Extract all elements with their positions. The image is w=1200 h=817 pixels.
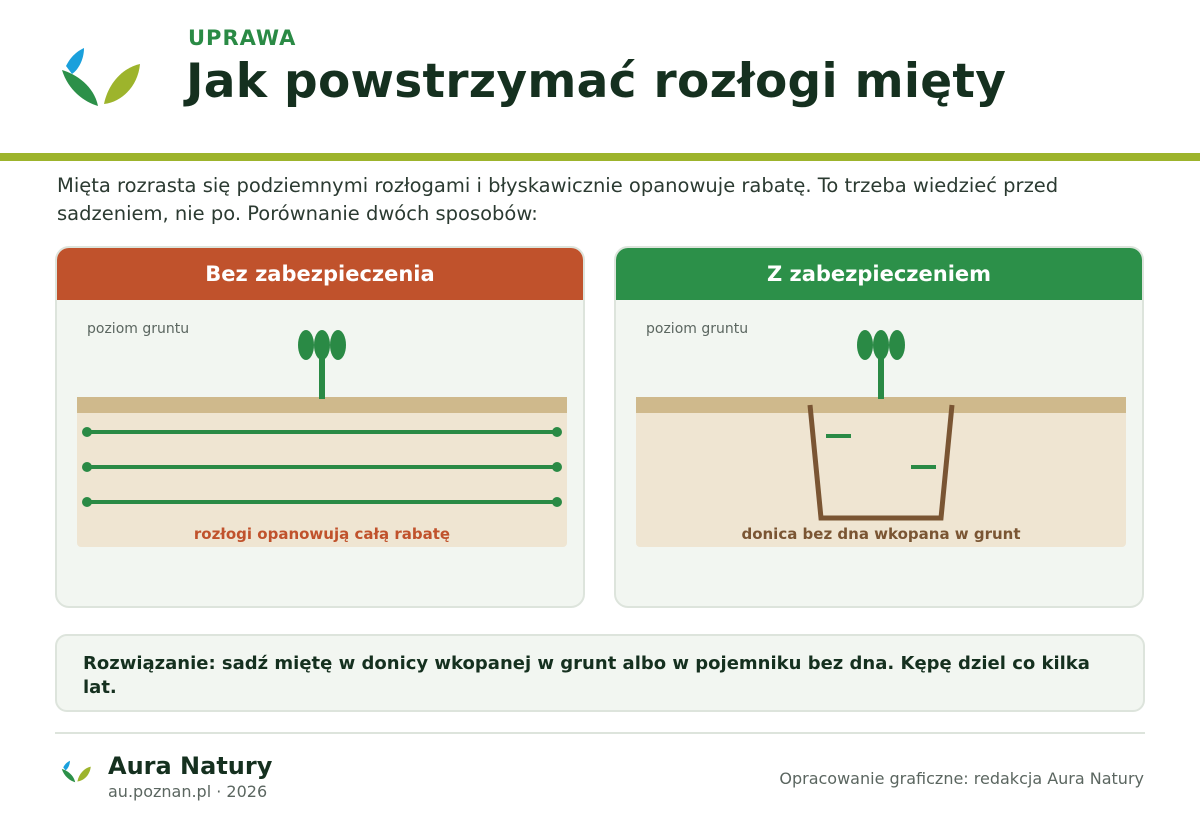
diagram-without-protection [57, 300, 585, 608]
leaf-logo-icon [60, 760, 94, 786]
leaf-logo-icon [58, 46, 148, 116]
footer-divider [55, 732, 1145, 734]
panel-with-protection [614, 246, 1144, 608]
header [0, 0, 1200, 153]
page-title: Jak powstrzymać rozłogi mięty [186, 54, 1007, 109]
solution-box: Rozwiązanie: sadź miętę w donicy wkopanej w grunt albo w pojemniku bez dna. Kępę dziel co kilka lat. [55, 634, 1145, 712]
diagram-with-protection [616, 300, 1144, 608]
mint-plant-icon [857, 330, 905, 399]
intro-text: Mięta rozrasta się podziemnymi rozłogami i błyskawicznie opanowuje rabatę. To trzeba wiedzieć przed sadzeniem, nie po. Porównanie dwóch sposobów: [57, 174, 1059, 225]
brand-subtitle: au.poznan.pl · 2026 [108, 782, 268, 801]
ground-strip [77, 397, 567, 413]
panel-without-protection [55, 246, 585, 608]
ground-level-label: poziom gruntu [87, 321, 190, 337]
mint-plant-icon [298, 330, 346, 399]
diagram-caption: donica bez dna wkopana w grunt [741, 525, 1021, 543]
credit-text: Opracowanie graficzne: redakcja Aura Natury [779, 769, 1144, 788]
ground-level-label: poziom gruntu [646, 321, 749, 337]
panel-title: Bez zabezpieczenia [57, 248, 583, 300]
diagram-caption: rozłogi opanowują całą rabatę [193, 525, 451, 543]
header-divider [0, 153, 1200, 161]
ground-strip [636, 397, 1126, 413]
category-label: UPRAWA [188, 26, 297, 50]
brand-name: Aura Natury [108, 752, 273, 780]
panel-title: Z zabezpieczeniem [616, 248, 1142, 300]
